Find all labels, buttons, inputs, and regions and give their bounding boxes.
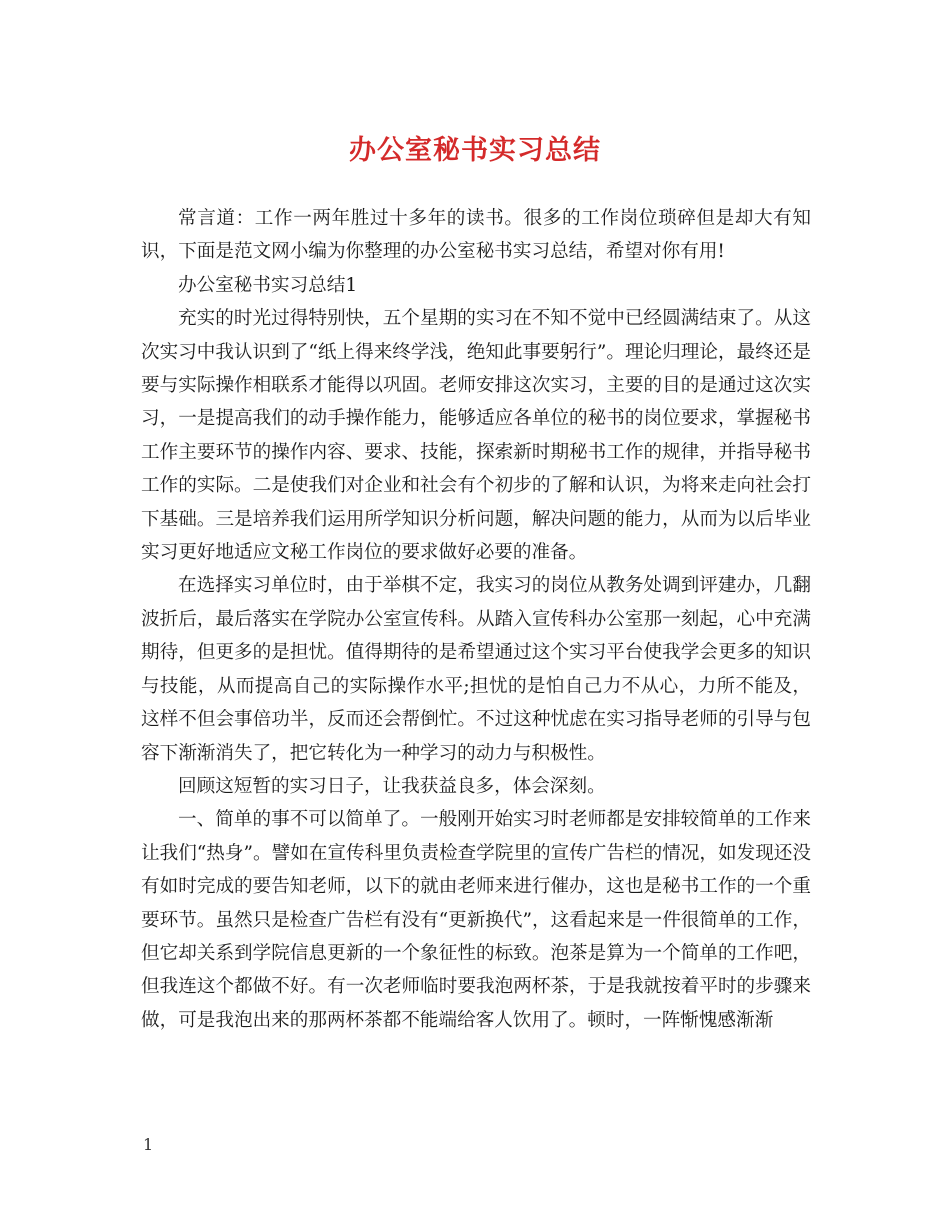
body-paragraph: 充实的时光过得特别快，五个星期的实习在不知不觉中已经圆满结束了。从这次实习中我认识到了“纸上得来终学浅，绝知此事要躬行”。理论归理论，最终还是要与实际操作相联系才能得以巩固。老师安排这次实习，主要的目的是通过这次实习，一是提高我们的动手操作能力，能够适应各单位的秘书的岗位要求，掌握秘书工作主要环节的操作内容、要求、技能，探索新时期秘书工作的规律，并指导秘书工作的实际。二是使我们对企业和社会有个初步的了解和认识，为将来走向社会打下基础。三是培养我们运用所学知识分析问题，解决问题的能力，从而为以后毕业实习更好地适应文秘工作岗位的要求做好必要的准备。 bbox=[141, 308, 811, 564]
body-paragraph: 在选择实习单位时，由于举棋不定，我实习的岗位从教务处调到评建办，几翻波折后，最后落实在学院办公室宣传科。从踏入宣传科办公室那一刻起，心中充满期待，但更多的是担忧。值得期待的是希望通过这个实习平台使我学会更多的知识与技能，从而提高自己的实际操作水平;担忧的是怕自己力不从心，力所不能及，这样不但会事倍功半，反而还会帮倒忙。不过这种忧虑在实习指导老师的引导与包容下渐渐消失了，把它转化为一种学习的动力与积极性。 bbox=[141, 575, 811, 764]
body-paragraph: 回顾这短暂的实习日子，让我获益良多，体会深刻。 bbox=[178, 775, 606, 797]
section-heading: 办公室秘书实习总结1 bbox=[178, 274, 358, 296]
document-body bbox=[141, 202, 811, 1037]
intro-paragraph: 常言道：工作一两年胜过十多年的读书。很多的工作岗位琐碎但是却大有知识，下面是范文网小编为你整理的办公室秘书实习总结，希望对你有用! bbox=[141, 208, 811, 263]
document-title: 办公室秘书实习总结 bbox=[349, 135, 601, 166]
page-number: 1 bbox=[143, 1135, 154, 1154]
body-paragraph: 一、简单的事不可以简单了。一般刚开始实习时老师都是安排较简单的工作来让我们“热身”。譬如在宣传科里负责检查学院里的宣传广告栏的情况，如发现还没有如时完成的要告知老师，以下的就由老师来进行催办，这也是秘书工作的一个重要环节。虽然只是检查广告栏有没有“更新换代”，这看起来是一件很简单的工作，但它却关系到学院信息更新的一个象征性的标致。泡茶是算为一个简单的工作吧，但我连这个都做不好。有一次老师临时要我泡两杯茶，于是我就按着平时的步骤来做，可是我泡出来的那两杯茶都不能端给客人饮用了。顿时，一阵惭愧感渐渐 bbox=[141, 809, 811, 1031]
